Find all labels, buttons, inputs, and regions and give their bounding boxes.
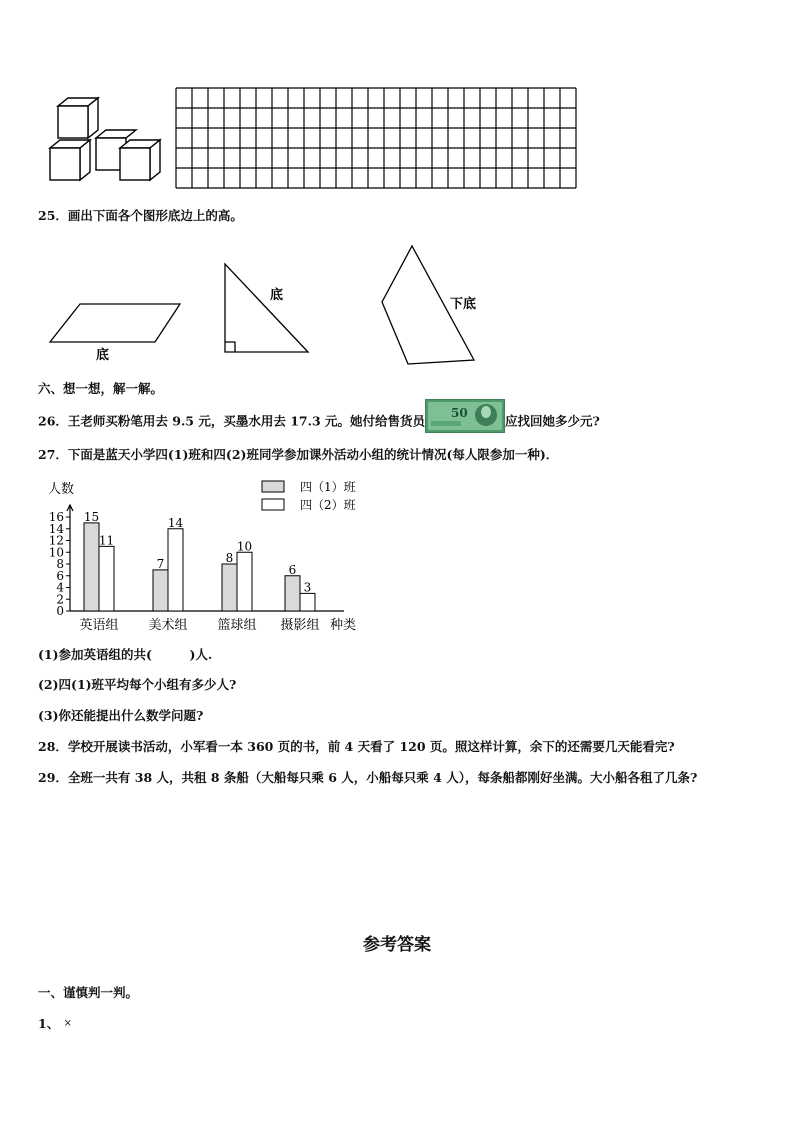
chart-y-tick-label: 12 (48, 533, 64, 548)
question-27-sub-1: (1)参加英语组的共( )人. (38, 647, 213, 662)
chart-bar (153, 570, 168, 611)
answer-item-1-number: 1、 (38, 1016, 60, 1031)
chart-category-label: 摄影组 (280, 618, 320, 633)
answer-item-1-mark: × (63, 1018, 72, 1029)
right-angle-mark (225, 342, 235, 352)
question-27-sub-3: (3)你还能提出什么数学问题? (38, 708, 204, 723)
chart-data-label: 6 (288, 562, 297, 577)
svg-text:50: 50 (451, 406, 468, 420)
question-27-sub-2: (2)四(1)班平均每个小组有多少人? (38, 677, 237, 692)
chart-bar (285, 576, 300, 611)
chart-y-tick-label: 16 (48, 510, 64, 524)
chart-legend-swatch (262, 499, 284, 510)
chart-category-label: 美术组 (148, 618, 188, 633)
chart-y-tick-label: 10 (48, 545, 64, 560)
trapezoid-lower-base-label: 下底 (450, 297, 477, 312)
chart-y-tick-label: 2 (56, 592, 64, 607)
question-27: 27．下面是蓝天小学四(1)班和四(2)班同学参加课外活动小组的统计情况(每人限参加一种)． (38, 447, 559, 462)
question-25: 25．画出下面各个图形底边上的高。 (38, 208, 243, 223)
question-28: 28．学校开展读书活动，小军看一本 360 页的书，前 4 天看了 120 页。照这样计算，余下的还需要几天能看完? (38, 739, 675, 754)
answer-item-1 (38, 1016, 72, 1032)
chart-bar (300, 593, 315, 611)
question-26 (38, 406, 600, 433)
shapes-figure (40, 236, 490, 370)
answers-section-1: 一、谨慎判一判。 (38, 985, 139, 1000)
cube-stack-figure (44, 96, 168, 188)
chart-y-tick-label: 8 (56, 557, 64, 571)
question-26-after: 应找回她多少元? (505, 413, 600, 429)
question-29: 29．全班一共有 38 人，共租 8 条船（大船每只乘 6 人，小船每只乘 4 人），每条船都刚好坐满。大小船各租了几条? (38, 770, 698, 785)
chart-data-label: 8 (225, 551, 234, 565)
chart-legend-label: 四（1）班 (300, 480, 356, 494)
chart-y-tick-label: 6 (56, 568, 64, 583)
right-triangle (225, 264, 308, 352)
chart-bar (168, 529, 183, 611)
chart-bar (99, 546, 114, 611)
chart-bar (237, 552, 252, 611)
chart-y-tick-label: 0 (56, 604, 64, 618)
chart-bar (222, 564, 237, 611)
chart-y-tick-label: 14 (48, 521, 64, 536)
chart-data-label: 14 (167, 515, 184, 530)
chart-data-label: 15 (83, 509, 100, 524)
parallelogram-base-label: 底 (96, 348, 110, 363)
chart-xlabel: 种类 (330, 618, 357, 633)
chart-bar (84, 523, 99, 611)
section-6-heading: 六、想一想，解一解。 (38, 381, 164, 396)
answers-title: 参考答案 (363, 935, 431, 955)
chart-data-label: 7 (156, 556, 165, 571)
chart-y-tick-label: 4 (56, 580, 64, 595)
bar-chart (40, 475, 380, 635)
chart-legend-label: 四（2）班 (300, 498, 356, 512)
parallelogram (50, 304, 180, 342)
chart-data-label: 10 (236, 539, 253, 554)
drawing-grid (174, 86, 578, 190)
chart-category-label: 篮球组 (217, 618, 257, 633)
chart-ylabel: 人数 (48, 482, 75, 497)
banknote-icon (425, 399, 505, 433)
chart-data-label: 11 (98, 533, 115, 548)
triangle-base-label: 底 (270, 288, 284, 303)
chart-data-label: 3 (303, 580, 312, 595)
chart-category-label: 英语组 (79, 618, 119, 633)
chart-legend-swatch (262, 481, 284, 492)
question-26-before: 26．王老师买粉笔用去 9.5 元，买墨水用去 17.3 元。她付给售货员 (38, 413, 425, 429)
